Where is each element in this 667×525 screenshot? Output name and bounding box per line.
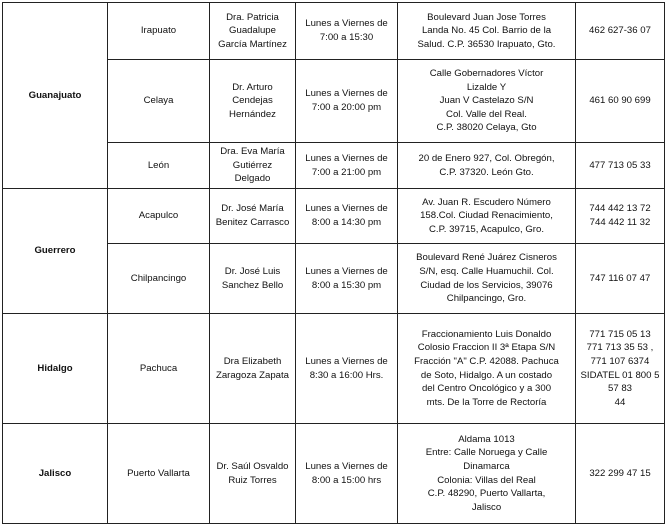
state-cell: Hidalgo bbox=[3, 314, 108, 424]
phone-cell: 322 299 47 15 bbox=[576, 424, 665, 524]
clinic-directory-table bbox=[2, 2, 665, 524]
doctor-cell: Dra. Eva María Gutiérrez Delgado bbox=[210, 143, 296, 189]
city-cell: Acapulco bbox=[108, 189, 210, 244]
schedule-cell: Lunes a Viernes de 8:30 a 16:00 Hrs. bbox=[296, 314, 398, 424]
city-cell: Pachuca bbox=[108, 314, 210, 424]
table-row bbox=[3, 189, 665, 244]
city-cell: Irapuato bbox=[108, 3, 210, 60]
state-cell: Guanajuato bbox=[3, 3, 108, 189]
city-cell: León bbox=[108, 143, 210, 189]
schedule-cell: Lunes a Viernes de 7:00 a 20:00 pm bbox=[296, 60, 398, 143]
city-cell: Chilpancingo bbox=[108, 244, 210, 314]
phone-cell: 771 715 05 13 771 713 35 53 , 771 107 6374 SIDATEL 01 800 5 57 83 44 bbox=[576, 314, 665, 424]
doctor-cell: Dr. Arturo Cendejas Hernández bbox=[210, 60, 296, 143]
address-cell: Av. Juan R. Escudero Número 158.Col. Ciudad Renacimiento, C.P. 39715, Acapulco, Gro. bbox=[398, 189, 576, 244]
phone-cell: 744 442 13 72 744 442 11 32 bbox=[576, 189, 665, 244]
schedule-cell: Lunes a Viernes de 8:00 a 15:00 hrs bbox=[296, 424, 398, 524]
city-cell: Puerto Vallarta bbox=[108, 424, 210, 524]
phone-cell: 462 627-36 07 bbox=[576, 3, 665, 60]
address-cell: Fraccionamiento Luis Donaldo Colosio Fraccion II 3ª Etapa S/N Fracción "A" C.P. 42088. Pachuca de Soto, Hidalgo. A un costado del Centro Oncológico y a 300 mts. De la Torre de Rectoría bbox=[398, 314, 576, 424]
address-cell: Aldama 1013 Entre: Calle Noruega y Calle Dinamarca Colonia: Villas del Real C.P. 48290, Puerto Vallarta, Jalisco bbox=[398, 424, 576, 524]
address-cell: Calle Gobernadores Víctor Lizalde Y Juan V Castelazo S/N Col. Valle del Real. C.P. 38020 Celaya, Gto bbox=[398, 60, 576, 143]
doctor-cell: Dra. Patricia Guadalupe García Martínez bbox=[210, 3, 296, 60]
doctor-cell: Dr. José Luis Sanchez Bello bbox=[210, 244, 296, 314]
schedule-cell: Lunes a Viernes de 8:00 a 14:30 pm bbox=[296, 189, 398, 244]
address-cell: Boulevard René Juárez Cisneros S/N, esq. Calle Huamuchil. Col. Ciudad de los Servicios, 39076 Chilpancingo, Gro. bbox=[398, 244, 576, 314]
schedule-cell: Lunes a Viernes de 8:00 a 15:30 pm bbox=[296, 244, 398, 314]
phone-cell: 477 713 05 33 bbox=[576, 143, 665, 189]
state-cell: Guerrero bbox=[3, 189, 108, 314]
schedule-cell: Lunes a Viernes de 7:00 a 15:30 bbox=[296, 3, 398, 60]
table-row bbox=[3, 314, 665, 424]
phone-cell: 461 60 90 699 bbox=[576, 60, 665, 143]
doctor-cell: Dr. José María Benitez Carrasco bbox=[210, 189, 296, 244]
city-cell: Celaya bbox=[108, 60, 210, 143]
address-cell: Boulevard Juan Jose Torres Landa No. 45 Col. Barrio de la Salud. C.P. 36530 Irapuato, Gto. bbox=[398, 3, 576, 60]
state-cell: Jalisco bbox=[3, 424, 108, 524]
doctor-cell: Dr. Saúl Osvaldo Ruiz Torres bbox=[210, 424, 296, 524]
address-cell: 20 de Enero 927, Col. Obregón, C.P. 37320. León Gto. bbox=[398, 143, 576, 189]
phone-cell: 747 116 07 47 bbox=[576, 244, 665, 314]
doctor-cell: Dra Elizabeth Zaragoza Zapata bbox=[210, 314, 296, 424]
table-row bbox=[3, 424, 665, 524]
table-row bbox=[3, 3, 665, 60]
schedule-cell: Lunes a Viernes de 7:00 a 21:00 pm bbox=[296, 143, 398, 189]
